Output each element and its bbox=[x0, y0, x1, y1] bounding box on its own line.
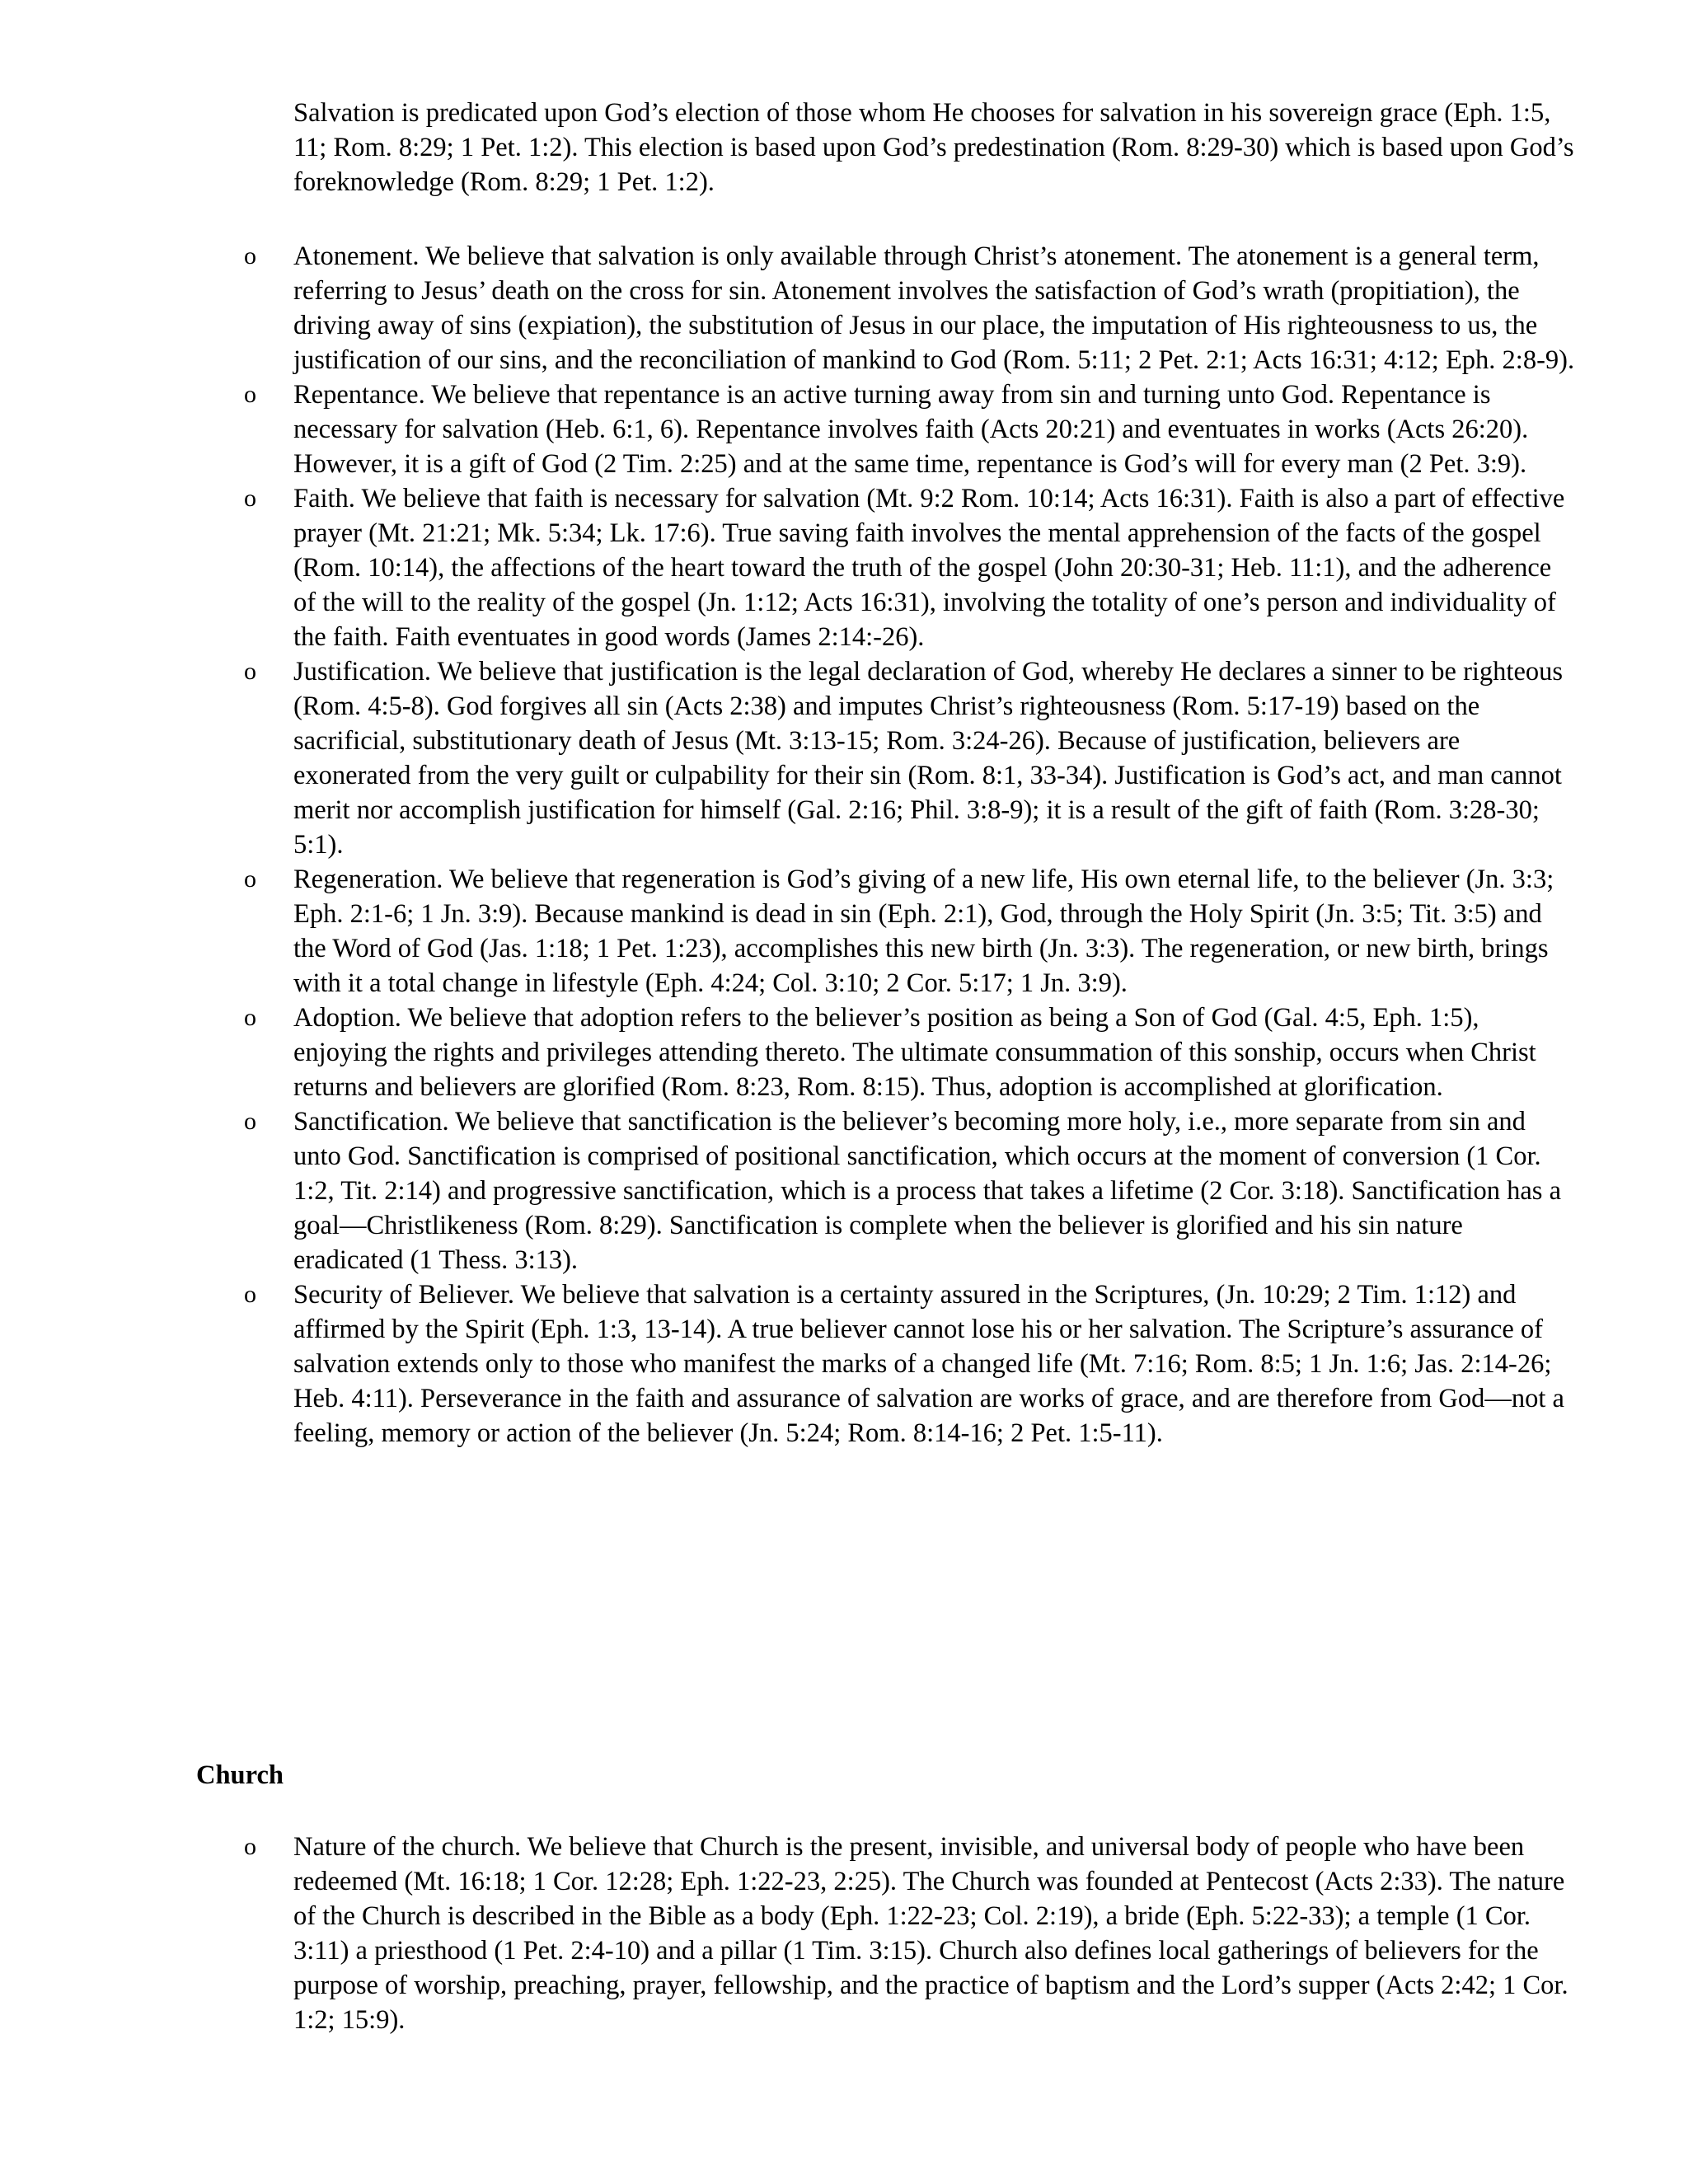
hollow-bullet-icon: o bbox=[244, 865, 256, 893]
list-item-text: Regeneration. We believe that regeneration is God’s giving of a new life, His own eternal life, to the believer (Jn. 3:3; Eph. 2:1-6; 1 Jn. 3:9). Because mankind is dead in sin (Eph. 2:1), God, through the Holy Spirit (Jn. 3:5; Tit. 3:5) and the Word of God (Jas. 1:18; 1 Pet. 1:23), accomplishes this new birth (Jn. 3:3). The regeneration, or new birth, brings with it a total change in lifestyle (Eph. 4:24; Col. 3:10; 2 Cor. 5:17; 1 Jn. 3:9). bbox=[293, 865, 1554, 998]
list-item-text: Nature of the church. We believe that Church is the present, invisible, and universal body of people who have been redeemed (Mt. 16:18; 1 Cor. 12:28; Eph. 1:22-23, 2:25). The Church was founded at Pentecost (Acts 2:33). The nature of the Church is described in the Bible as a body (Eph. 1:22-23; Col. 2:19), a bride (Eph. 5:22-33); a temple (1 Cor. 3:11) a priesthood (1 Pet. 2:4-10) and a pillar (1 Tim. 3:15). Church also defines local gatherings of believers for the purpose of worship, preaching, prayer, fellowship, and the practice of baptism and the Lord’s supper (Acts 2:42; 1 Cor. 1:2; 15:9). bbox=[293, 1832, 1568, 2035]
church-doctrine-list bbox=[0, 1830, 1688, 2037]
salvation-doctrine-list bbox=[0, 239, 1688, 1451]
list-item-text: Security of Believer. We believe that salvation is a certainty assured in the Scriptures, (Jn. 10:29; 2 Tim. 1:12) and affirmed by the Spirit (Eph. 1:3, 13-14). A true believer cannot lose his or her salvation. The Scripture’s assurance of salvation extends only to those who manifest the marks of a changed life (Mt. 7:16; Rom. 8:5; 1 Jn. 1:6; Jas. 2:14-26; Heb. 4:11). Perseverance in the faith and assurance of salvation are works of grace, and are therefore from God—not a feeling, memory or action of the believer (Jn. 5:24; Rom. 8:14-16; 2 Pet. 1:5-11). bbox=[293, 1280, 1564, 1448]
list-item-adoption bbox=[0, 1001, 1579, 1104]
list-item-repentance bbox=[0, 377, 1579, 481]
list-item-security-of-believer bbox=[0, 1277, 1579, 1451]
list-item-text: Atonement. We believe that salvation is only available through Christ’s atonement. The atonement is a general term, referring to Jesus’ death on the cross for sin. Atonement involves the satisfaction of God’s wrath (propitiation), the driving away of sins (expiation), the substitution of Jesus in our place, the imputation of His righteousness to us, the justification of our sins, and the reconciliation of mankind to God (Rom. 5:11; 2 Pet. 2:1; Acts 16:31; 4:12; Eph. 2:8-9). bbox=[293, 241, 1575, 375]
list-item-justification bbox=[0, 654, 1579, 862]
intro-paragraph: Salvation is predicated upon God’s election of those whom He chooses for salvation in his sovereign grace (Eph. 1:5, 11; Rom. 8:29; 1 Pet. 1:2). This election is based upon God’s predestination (Rom. 8:29-30) which is based upon God’s foreknowledge (Rom. 8:29; 1 Pet. 1:2). bbox=[293, 98, 1574, 197]
hollow-bullet-icon: o bbox=[244, 658, 256, 685]
hollow-bullet-icon: o bbox=[244, 1004, 256, 1031]
hollow-bullet-icon: o bbox=[244, 485, 256, 512]
list-item-text: Justification. We believe that justification is the legal declaration of God, whereby He declares a sinner to be righteous (Rom. 4:5-8). God forgives all sin (Acts 2:38) and imputes Christ’s righteousness (Rom. 5:17-19) based on the sacrificial, substitutionary death of Jesus (Mt. 3:13-15; Rom. 3:24-26). Because of justification, believers are exonerated from the very guilt or culpability for their sin (Rom. 8:1, 33-34). Justification is God’s act, and man cannot merit nor accomplish justification for himself (Gal. 2:16; Phil. 3:8-9); it is a result of the gift of faith (Rom. 3:28-30; 5:1). bbox=[293, 657, 1564, 860]
list-item-faith bbox=[0, 481, 1579, 654]
list-item-text: Sanctification. We believe that sanctification is the believer’s becoming more holy, i.e., more separate from sin and unto God. Sanctification is comprised of positional sanctification, which occurs at the moment of conversion (1 Cor. 1:2, Tit. 2:14) and progressive sanctification, which is a process that takes a lifetime (2 Cor. 3:18). Sanctification has a goal—Christlikeness (Rom. 8:29). Sanctification is complete when the believer is glorified and his sin nature eradicated (1 Thess. 3:13). bbox=[293, 1107, 1562, 1275]
hollow-bullet-icon: o bbox=[244, 242, 256, 269]
hollow-bullet-icon: o bbox=[244, 381, 256, 408]
list-item-sanctification bbox=[0, 1104, 1579, 1277]
list-item-regeneration bbox=[0, 862, 1579, 1001]
section-heading-church: Church bbox=[196, 1760, 284, 1790]
list-item-nature-of-church bbox=[0, 1830, 1579, 2037]
list-item-text: Faith. We believe that faith is necessary for salvation (Mt. 9:2 Rom. 10:14; Acts 16:31). Faith is also a part of effective prayer (Mt. 21:21; Mk. 5:34; Lk. 17:6). True saving faith involves the mental apprehension of the facts of the gospel (Rom. 10:14), the affections of the heart toward the truth of the gospel (John 20:30-31; Heb. 11:1), and the adherence of the will to the reality of the gospel (Jn. 1:12; Acts 16:31), involving the totality of one’s person and individuality of the faith. Faith eventuates in good words (James 2:14:-26). bbox=[293, 484, 1565, 652]
list-item-text: Adoption. We believe that adoption refers to the believer’s position as being a Son of God (Gal. 4:5, Eph. 1:5), enjoying the rights and privileges attending thereto. The ultimate consummation of this sonship, occurs when Christ returns and believers are glorified (Rom. 8:23, Rom. 8:15). Thus, adoption is accomplished at glorification. bbox=[293, 1003, 1536, 1102]
hollow-bullet-icon: o bbox=[244, 1108, 256, 1135]
list-item-text: Repentance. We believe that repentance is an active turning away from sin and turning unto God. Repentance is necessary for salvation (Heb. 6:1, 6). Repentance involves faith (Acts 20:21) and eventuates in works (Acts 26:20). However, it is a gift of God (2 Tim. 2:25) and at the same time, repentance is God’s will for every man (2 Pet. 3:9). bbox=[293, 380, 1529, 479]
hollow-bullet-icon: o bbox=[244, 1833, 256, 1860]
list-item-atonement bbox=[0, 239, 1579, 377]
hollow-bullet-icon: o bbox=[244, 1281, 256, 1308]
